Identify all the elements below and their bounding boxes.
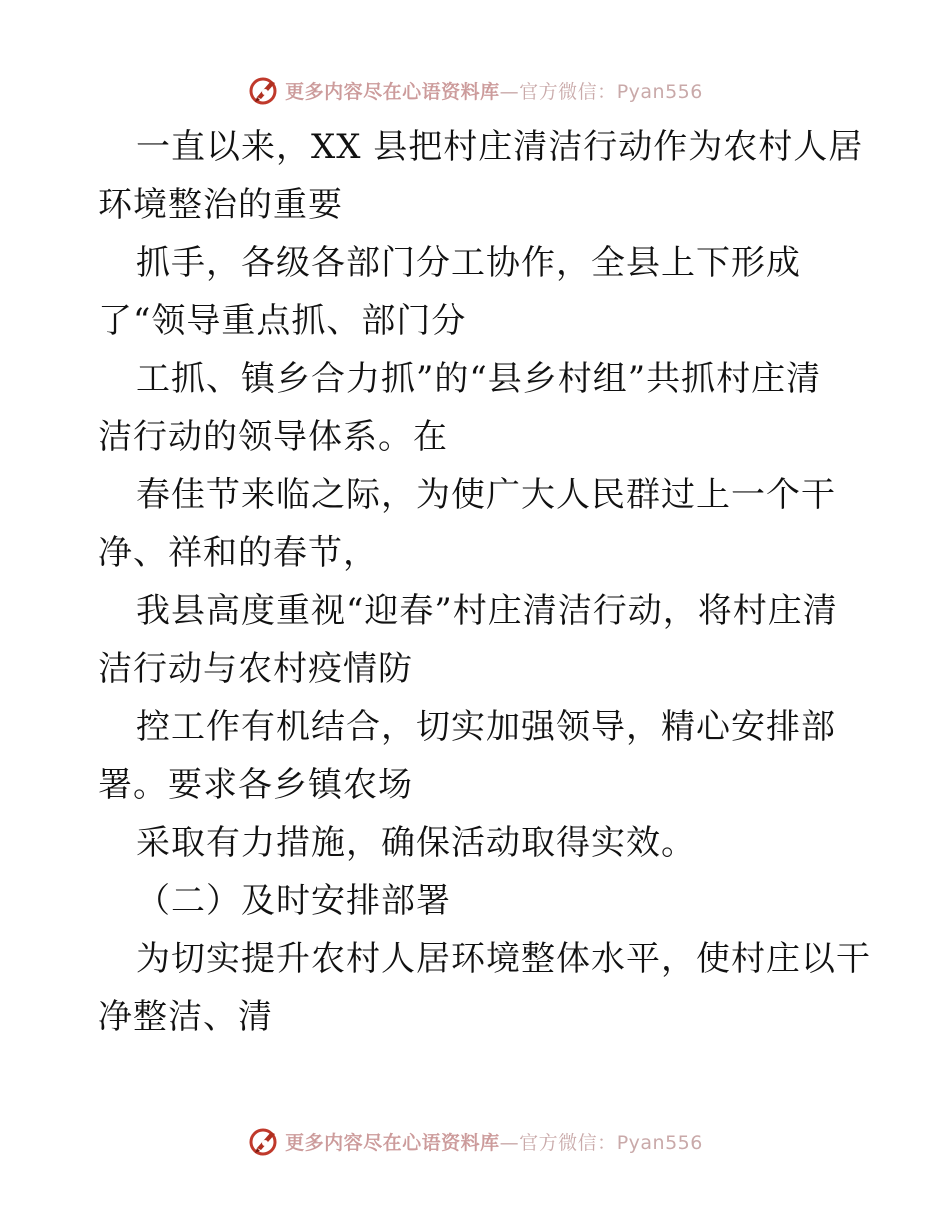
body-line: 春佳节来临之际，为使广大人民群过上一个干 bbox=[136, 475, 836, 515]
watermark-dash: — bbox=[499, 80, 520, 103]
body-line: 了“领导重点抓、部门分 bbox=[98, 301, 467, 341]
section-heading: （二）及时安排部署 bbox=[136, 881, 451, 921]
header-watermark bbox=[0, 70, 950, 110]
pen-logo-icon bbox=[247, 1124, 281, 1158]
body-line: 控工作有机结合，切实加强领导，精心安排部 bbox=[136, 707, 836, 747]
body-line: 环境整治的重要 bbox=[98, 185, 343, 225]
body-line: 洁行动与农村疫情防 bbox=[98, 649, 413, 689]
body-line: 净、祥和的春节， bbox=[98, 533, 378, 573]
watermark-site: 更多内容尽在心语资料库 bbox=[285, 80, 500, 103]
watermark-text bbox=[285, 77, 703, 104]
body-line: 采取有力措施，确保活动取得实效。 bbox=[136, 823, 696, 863]
watermark-wechat-label: 官方微信： bbox=[519, 80, 617, 103]
footer-watermark bbox=[0, 1121, 950, 1161]
document-body bbox=[98, 118, 898, 1046]
watermark-dash: — bbox=[499, 1131, 520, 1154]
body-line: 我县高度重视“迎春”村庄清洁行动，将村庄清 bbox=[136, 591, 838, 631]
body-line: 工抓、镇乡合力抓”的“县乡村组”共抓村庄清 bbox=[136, 359, 822, 399]
watermark-site: 更多内容尽在心语资料库 bbox=[285, 1131, 500, 1154]
watermark-wechat-id: Pyan556 bbox=[616, 1131, 703, 1154]
watermark-wechat-label: 官方微信： bbox=[519, 1131, 617, 1154]
body-line: 一直以来，XX 县把村庄清洁行动作为农村人居 bbox=[136, 127, 864, 167]
body-line: 署。要求各乡镇农场 bbox=[98, 765, 413, 805]
pen-logo-icon bbox=[247, 73, 281, 107]
body-line: 为切实提升农村人居环境整体水平，使村庄以干 bbox=[136, 939, 871, 979]
body-line: 洁行动的领导体系。在 bbox=[98, 417, 448, 457]
watermark-text bbox=[285, 1128, 703, 1155]
body-line: 净整洁、清 bbox=[98, 997, 273, 1037]
watermark-wechat-id: Pyan556 bbox=[616, 80, 703, 103]
body-line: 抓手，各级各部门分工协作，全县上下形成 bbox=[136, 243, 801, 283]
